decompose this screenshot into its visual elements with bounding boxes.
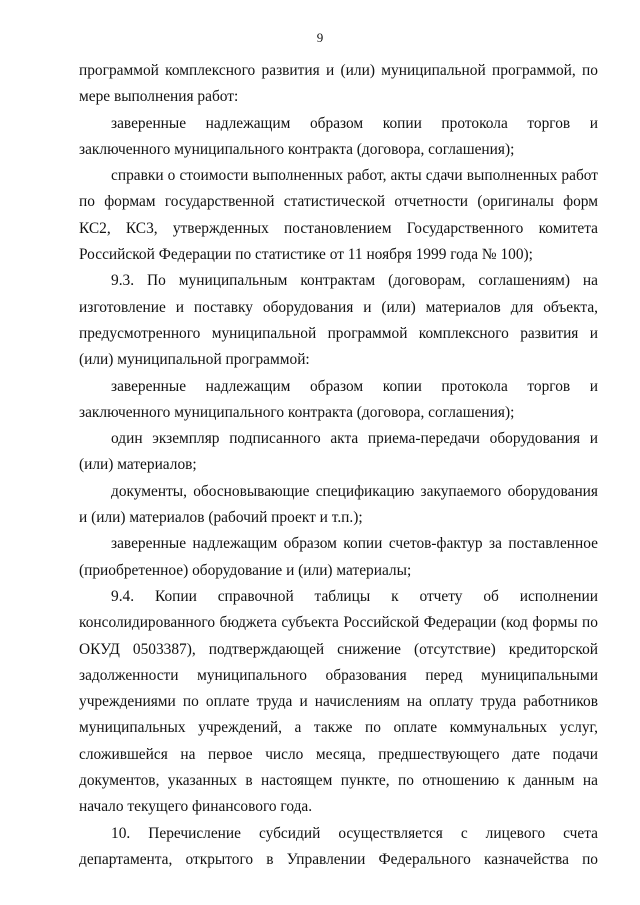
- paragraph-tender-copies-2: заверенные надлежащим образом копии протокола торгов и заключенного муниципального контракта (договора, соглашения);: [79, 377, 598, 421]
- paragraph-clause-9-4: 9.4. Копии справочной таблицы к отчету об исполнении консолидированного бюджета субъекта Российской Федерации (код формы по ОКУД 0503387), подтверждающей снижение (отсутствие) кредиторской задолженности муниципального образования перед муниципальными учреждениями по оплате труда и начислениям на оплату труда работников муниципальных учреждений, а также по оплате коммунальных услуг, сложившейся на первое число месяца, предшествующего дате подачи документов, указанных в настоящем пункте, по отношению к данным на начало текущего финансового года.: [79, 587, 598, 816]
- paragraph-clause-10: 10. Перечисление субсидий осуществляется с лицевого счета департамента, открытого в Управлении Федерального казначейства по: [79, 824, 598, 868]
- document-body: [79, 58, 598, 873]
- paragraph-cost-certificates: справки о стоимости выполненных работ, акты сдачи выполненных работ по формам государственной статистической отчетности (оригиналы форм КС2, КС3, утвержденных постановлением Государственного комитета Российской Федерации по статистике от 11 ноября 1999 года № 100);: [79, 167, 598, 264]
- paragraph-transfer-act: один экземпляр подписанного акта приема-передачи оборудования и (или) материалов;: [79, 430, 598, 474]
- paragraph-continuation: программой комплексного развития и (или) муниципальной программой, по мере выполнения работ:: [79, 62, 598, 106]
- page-number: 9: [316, 30, 324, 45]
- paragraph-specification-docs: документы, обосновывающие спецификацию закупаемого оборудования и (или) материалов (рабочий проект и т.п.);: [79, 482, 598, 527]
- paragraph-clause-9-3: 9.3. По муниципальным контрактам (договорам, соглашениям) на изготовление и поставку оборудования и (или) материалов для объекта, предусмотренного муниципальной программой комплексного развития и (или) муниципальной программой:: [79, 272, 598, 369]
- paragraph-tender-copies: заверенные надлежащим образом копии протокола торгов и заключенного муниципального контракта (договора, соглашения);: [79, 114, 598, 158]
- paragraph-invoice-copies: заверенные надлежащим образом копии счетов-фактур за поставленное (приобретенное) оборудование и (или) материалы;: [79, 535, 598, 579]
